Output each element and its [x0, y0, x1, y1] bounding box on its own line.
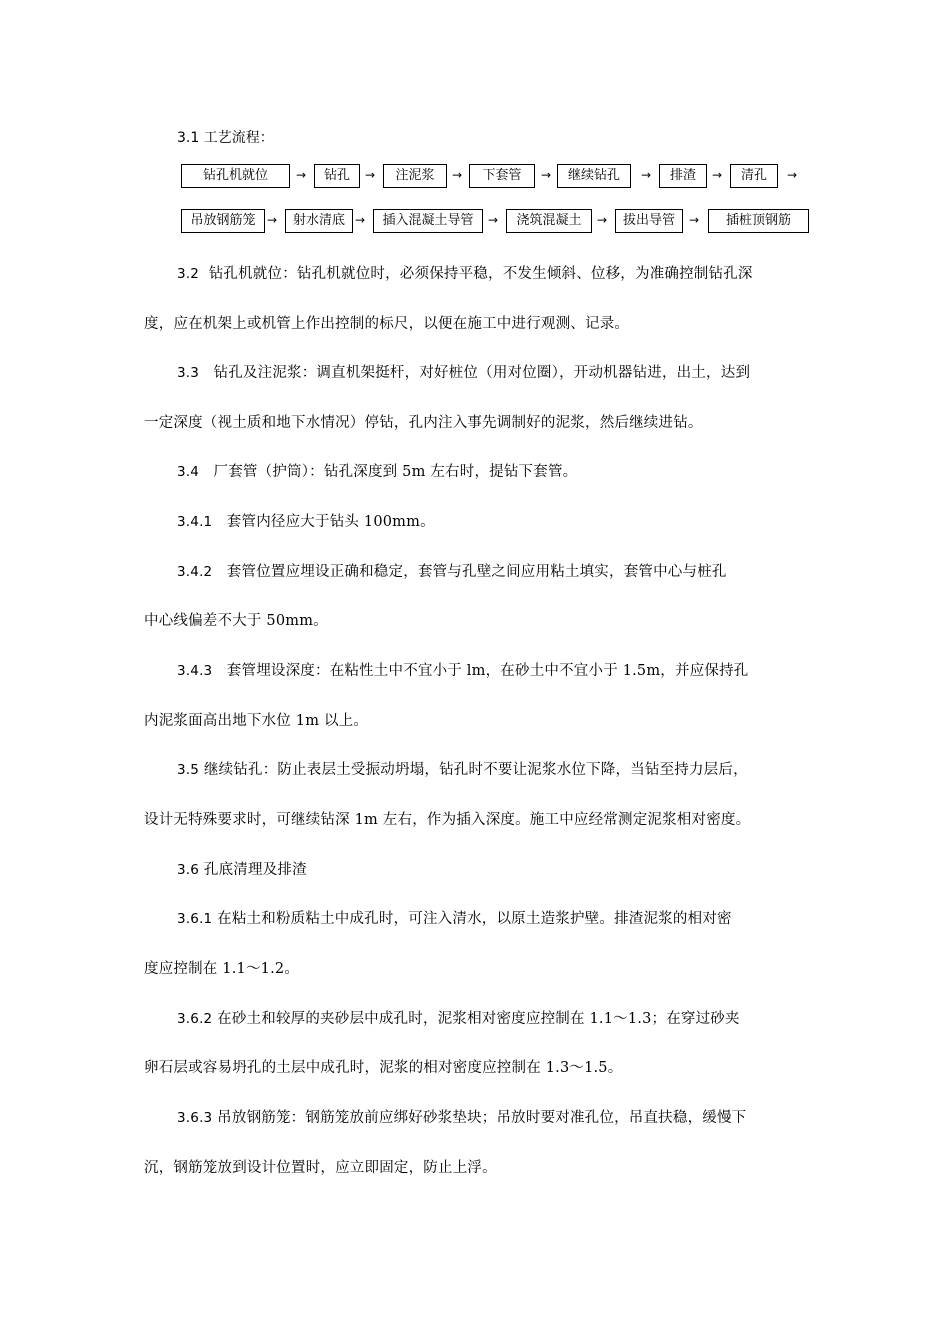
paragraph-text: 钻孔机就位：钻孔机就位时，必须保持平稳，不发生倾斜、位移，为准确控制钻孔深 — [208, 266, 753, 282]
flow-step-13: 插桩顶钢筋 — [708, 209, 809, 233]
arrow-icon: → — [452, 168, 463, 182]
section-number: 3.2 — [177, 266, 200, 282]
arrow-icon: → — [597, 213, 608, 227]
paragraph-3-3-cont: 一定深度（视土质和地下水情况）停钻，孔内注入事先调制好的泥浆，然后继续进钻。 — [144, 415, 703, 431]
arrow-icon: → — [365, 168, 376, 182]
paragraph-3-6-3-cont: 沉，钢筋笼放到设计位置时，应立即固定，防止上浮。 — [144, 1160, 497, 1176]
paragraph-3-6-3 — [177, 1106, 746, 1127]
arrow-icon: → — [689, 213, 700, 227]
paragraph-text: 孔底清理及排渣 — [203, 862, 307, 878]
flow-step-4: 下套管 — [469, 164, 535, 188]
section-number: 3.4.2 — [177, 564, 213, 580]
paragraph-3-4-3 — [177, 659, 749, 680]
section-number: 3.6.1 — [177, 911, 213, 927]
paragraph-3-6-2 — [177, 1007, 740, 1028]
paragraph-3-4-2 — [177, 560, 727, 581]
paragraph-3-6-1-cont: 度应控制在 1.1～1.2。 — [144, 961, 300, 977]
section-number: 3.4.1 — [177, 514, 213, 530]
section-heading-3-1: 3.1 工艺流程： — [177, 130, 274, 146]
paragraph-3-5 — [177, 758, 748, 779]
paragraph-3-6-2-cont: 卵石层或容易坍孔的土层中成孔时，泥浆的相对密度应控制在 1.3～1.5。 — [144, 1060, 623, 1076]
flow-step-10: 插入混凝土导管 — [373, 209, 483, 233]
flow-step-9: 射水清底 — [285, 209, 353, 233]
flow-step-5: 继续钻孔 — [557, 164, 631, 188]
paragraph-3-4-1 — [177, 510, 435, 531]
paragraph-text: 钻孔及注泥浆：调直机架挺杆，对好桩位（用对位圈），开动机器钻进，出土，达到 — [213, 365, 751, 381]
section-number: 3.4 — [177, 464, 200, 480]
paragraph-text: 在砂土和较厚的夹砂层中成孔时，泥浆相对密度应控制在 1.1～1.3；在穿过砂夹 — [217, 1011, 740, 1027]
section-number: 3.4.3 — [177, 663, 213, 679]
arrow-icon: → — [787, 168, 798, 182]
paragraph-3-2 — [177, 262, 753, 283]
section-number: 3.6 — [177, 862, 200, 878]
flow-step-12: 拔出导管 — [615, 209, 683, 233]
arrow-icon: → — [296, 168, 307, 182]
arrow-icon: → — [641, 168, 652, 182]
paragraph-3-2-cont: 度，应在机架上或机管上作出控制的标尺，以便在施工中进行观测、记录。 — [144, 316, 630, 332]
section-number: 3.3 — [177, 365, 200, 381]
arrow-icon: → — [541, 168, 552, 182]
arrow-icon: → — [488, 213, 499, 227]
arrow-icon: → — [267, 213, 278, 227]
paragraph-text: 吊放钢筋笼：钢筋笼放前应绑好砂浆垫块；吊放时要对准孔位，吊直扶稳，缓慢下 — [217, 1110, 747, 1126]
flow-step-6: 排渣 — [659, 164, 707, 188]
paragraph-text: 套管埋设深度：在粘性土中不宜小于 lm，在砂土中不宜小于 1.5m，并应保持孔 — [226, 663, 749, 679]
flow-step-8: 吊放钢筋笼 — [181, 209, 265, 233]
flow-step-7: 清孔 — [730, 164, 778, 188]
arrow-icon: → — [355, 213, 366, 227]
paragraph-3-3 — [177, 361, 750, 382]
paragraph-text: 套管内径应大于钻头 100mm。 — [226, 514, 435, 530]
paragraph-text: 在粘土和粉质粘土中成孔时，可注入清水，以原土造浆护壁。排渣泥浆的相对密 — [217, 911, 732, 927]
paragraph-3-4-3-cont: 内泥浆面高出地下水位 1m 以上。 — [144, 713, 369, 729]
paragraph-3-4 — [177, 460, 577, 481]
paragraph-3-4-2-cont: 中心线偏差不大于 50mm。 — [144, 613, 328, 629]
paragraph-3-6 — [177, 858, 307, 879]
section-number: 3.5 — [177, 762, 200, 778]
section-number: 3.6.3 — [177, 1110, 213, 1126]
flow-step-3: 注泥浆 — [383, 164, 447, 188]
flow-step-11: 浇筑混凝土 — [506, 209, 592, 233]
paragraph-3-5-cont: 设计无特殊要求时，可继续钻深 1m 左右，作为插入深度。施工中应经常测定泥浆相对密度。 — [144, 812, 751, 828]
paragraph-text: 厂套管（护筒）：钻孔深度到 5m 左右时，提钻下套管。 — [213, 464, 578, 480]
paragraph-text: 套管位置应埋设正确和稳定，套管与孔壁之间应用粘土填实，套管中心与桩孔 — [226, 564, 727, 580]
flow-step-2: 钻孔 — [314, 164, 360, 188]
section-number: 3.6.2 — [177, 1011, 213, 1027]
paragraph-text: 继续钻孔：防止表层土受振动坍塌，钻孔时不要让泥浆水位下降，当钻至持力层后， — [203, 762, 748, 778]
paragraph-3-6-1 — [177, 907, 732, 928]
flow-step-1: 钻孔机就位 — [181, 164, 290, 188]
arrow-icon: → — [712, 168, 723, 182]
